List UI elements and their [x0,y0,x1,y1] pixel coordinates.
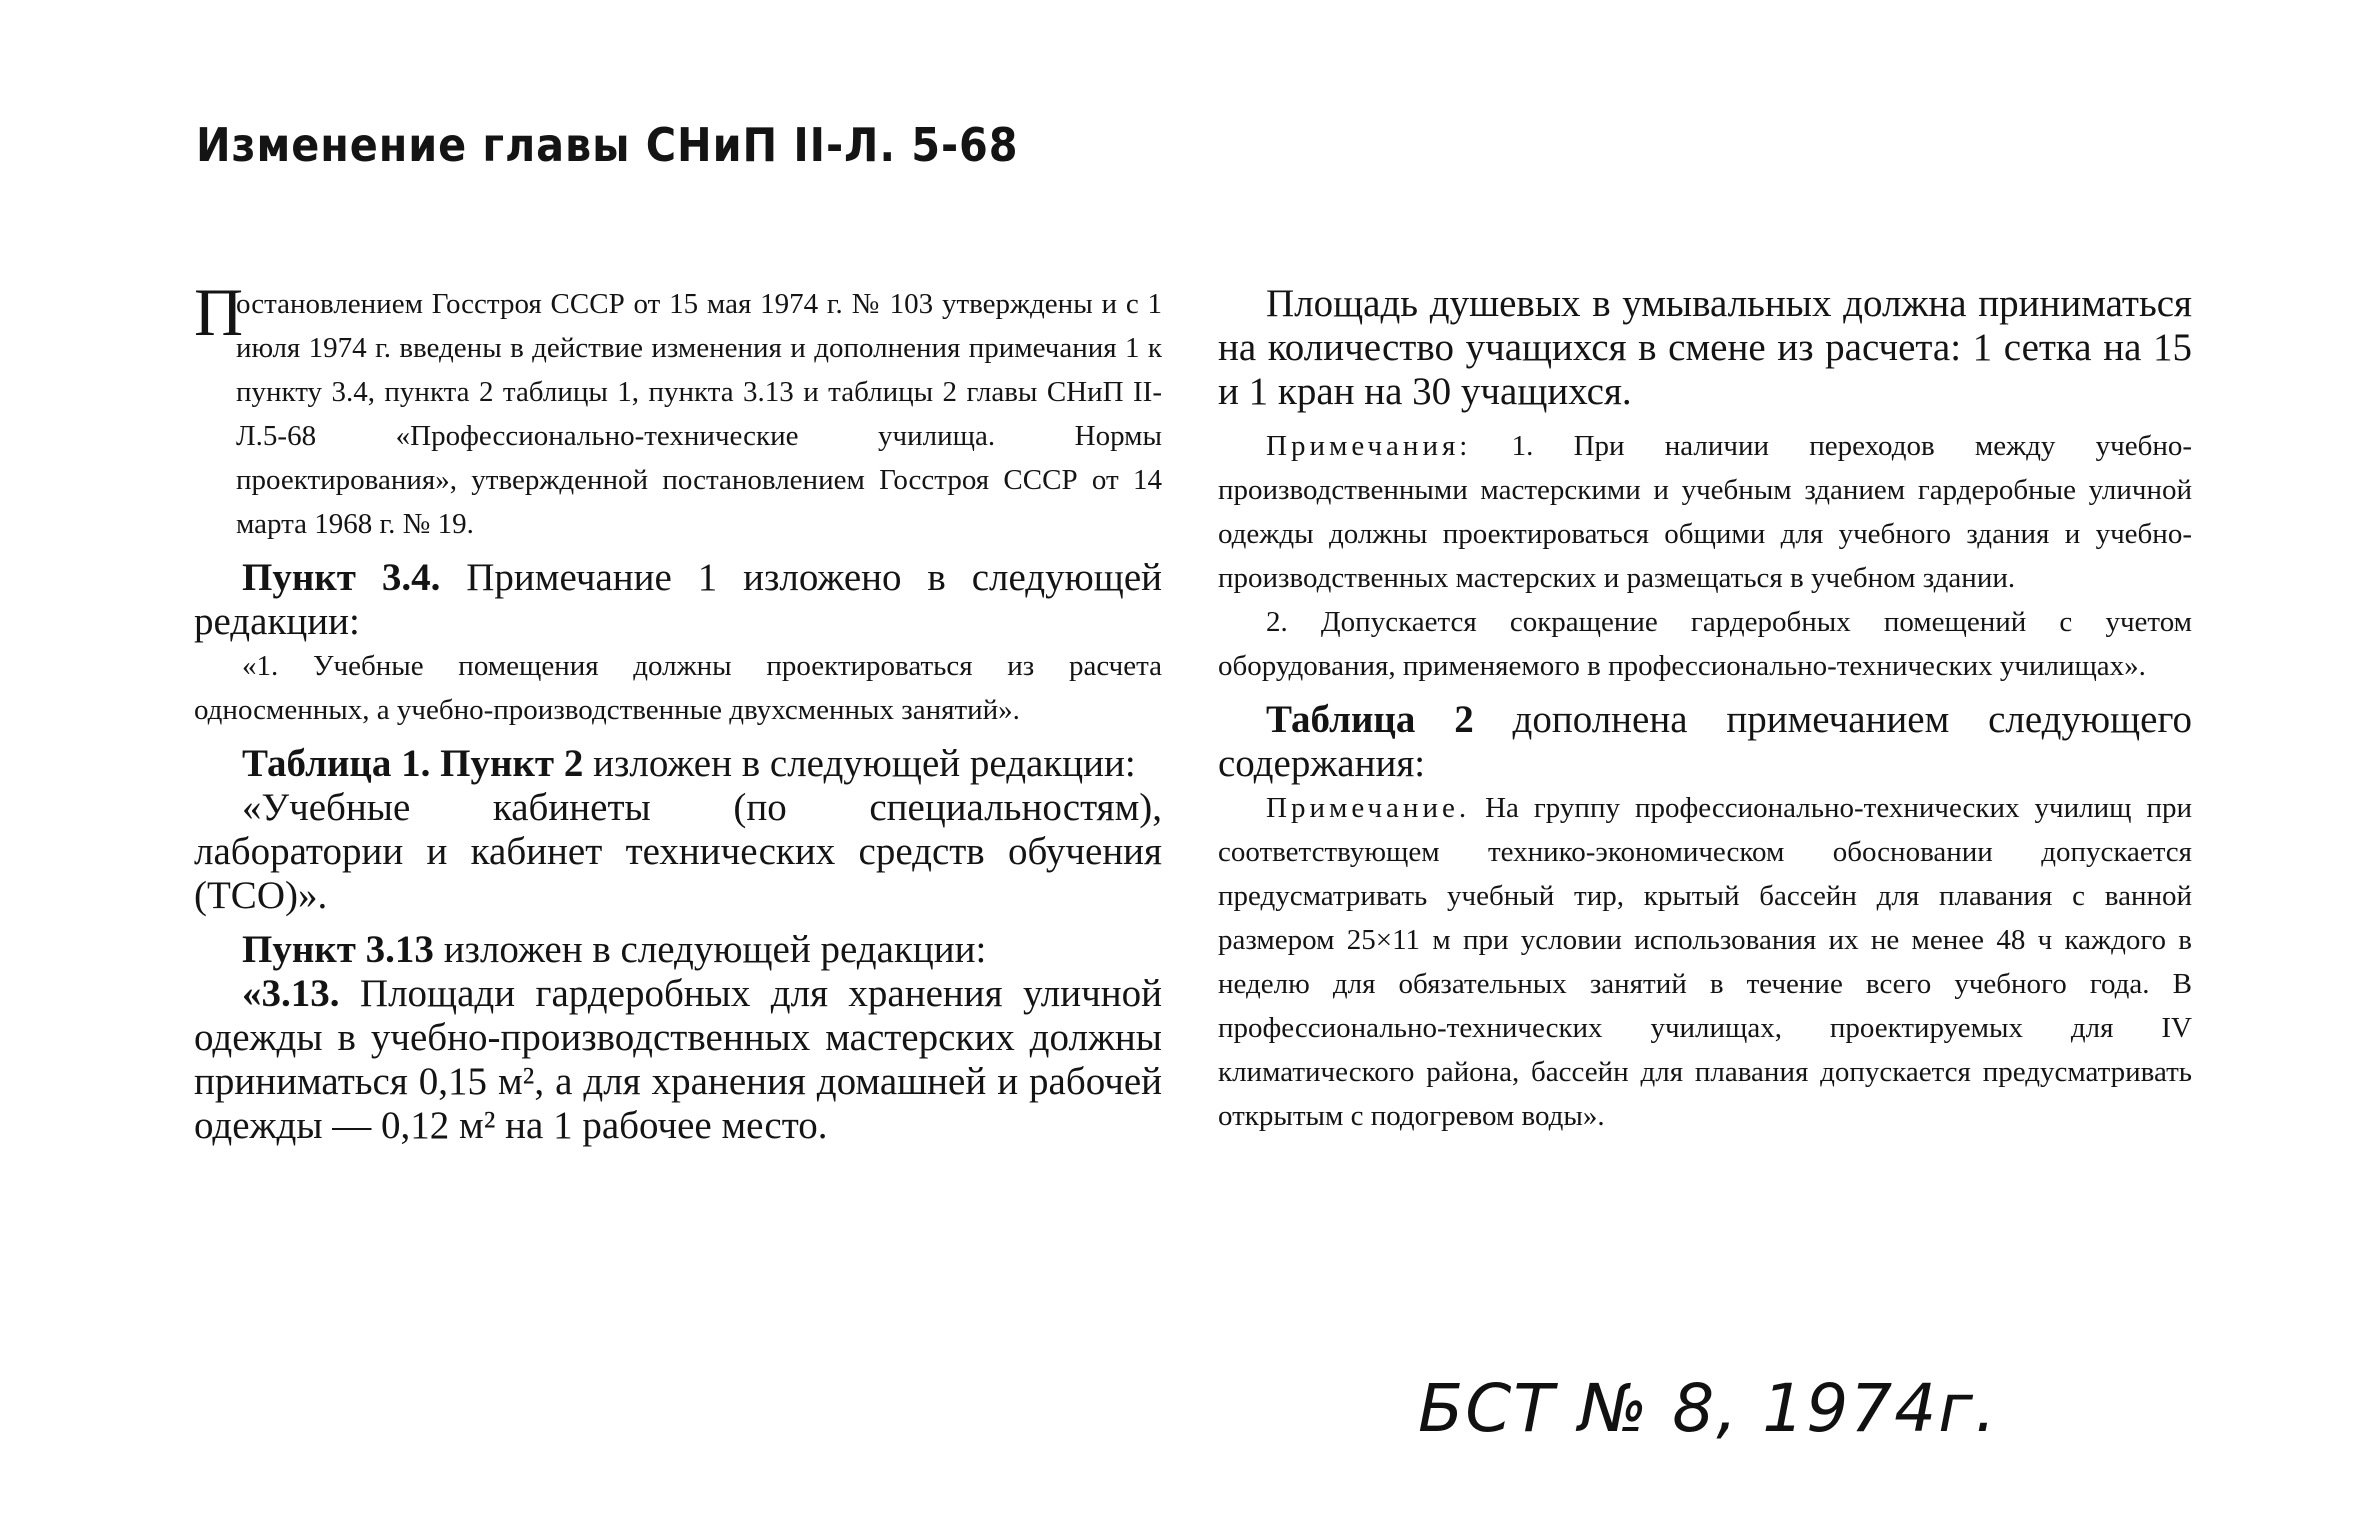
clause-3-4-label: Пункт 3.4. [242,556,441,599]
intro-text: остановлением Госстроя СССР от 15 мая 1974 г. № 103 утверждены и с 1 июля 1974 г. введены в действие изменения и дополнения примечания 1 к пункту 3.4, пункта 2 таблицы 1, пункта 3.13 и таблицы 2 главы СНиП II-Л.5-68 «Профессионально-технические училища. Нормы проектирования», утвержденной постановлением Госстроя СССР от 14 марта 1968 г. № 19. [236,288,1162,540]
table-2-note-text: На группу профессионально-технических училищ при соответствующем технико-экономическом обосновании допускается предусматривать учебный тир, крытый бассейн для плавания с ванной размером 25×11 м при условии использования их не менее 48 ч каждого в неделю для обязательных занятий в течение всего учебного года. В профессионально-технических училищах, проектируемых для IV климатического района, бассейн для плавания допускается предусматривать открытым с подогревом воды». [1218,792,2192,1132]
clause-3-13-label: Пункт 3.13 [242,928,434,971]
intro-paragraph [194,274,1162,546]
note-label: Примечание. [1266,792,1471,824]
table-1-quote: «Учебные кабинеты (по специальностям), лаборатории и кабинет технических средств обучения (ТСО)». [194,786,1162,917]
note-1-text: 1. При наличии переходов между учебно-производственными мастерскими и учебным зданием гардеробные уличной одежды должны проектироваться общими для учебного здания и учебно-производственных мастерских и размещаться в учебном здании. [1218,430,2192,594]
clause-3-13-quote-label: «3.13. [242,972,340,1015]
clause-3-4-text: Примечание 1 изложено в следующей редакции: [194,556,1163,643]
clause-3-13-heading [194,928,1162,972]
left-column [194,274,1163,1148]
clause-3-4-quote: «1. Учебные помещения должны проектироваться из расчета односменных, а учебно-производственные двухсменных занятий». [194,650,1162,726]
table-1-label: Таблица 1. [242,742,431,785]
notes-paragraph-2: 2. Допускается сокращение гардеробных помещений с учетом оборудования, применяемого в профессионально-технических училищах». [1218,606,2192,682]
notes-label: Примечания: [1266,430,1472,462]
table-2-label: Таблица 2 [1266,698,1474,741]
table-2-text: дополнена примечанием следующего содержания: [1218,698,2192,785]
clause-3-13-text: изложен в следующей редакции: [433,928,987,971]
table-2-note [1218,786,2192,1138]
table-1-heading [194,742,1162,786]
table-1-text: изложен в следующей редакции: [583,742,1136,785]
clause-3-13-quote [194,972,1162,1148]
showers-paragraph: Площадь душевых в умывальных должна приниматься на количество учащихся в смене из расчета: 1 сетка на 15 и 1 кран на 30 учащихся. [1218,282,2192,413]
clause-3-4-heading [194,556,1162,644]
table-1-item-label: Пункт 2 [440,742,584,785]
page-title: Изменение главы СНиП II-Л. 5-68 [196,118,1019,172]
right-column [1218,282,2192,1138]
notes-paragraph-1 [1218,424,2192,600]
table-2-heading [1218,698,2192,786]
clause-3-13-quote-text: Площади гардеробных для хранения уличной одежды в учебно-производственных мастерских должны приниматься 0,15 м², а для хранения домашней и рабочей одежды — 0,12 м² на 1 рабочее место. [194,972,1162,1147]
handwritten-note: БСТ № 8, 1974г. [1418,1370,1998,1447]
drop-cap: П [194,274,244,350]
